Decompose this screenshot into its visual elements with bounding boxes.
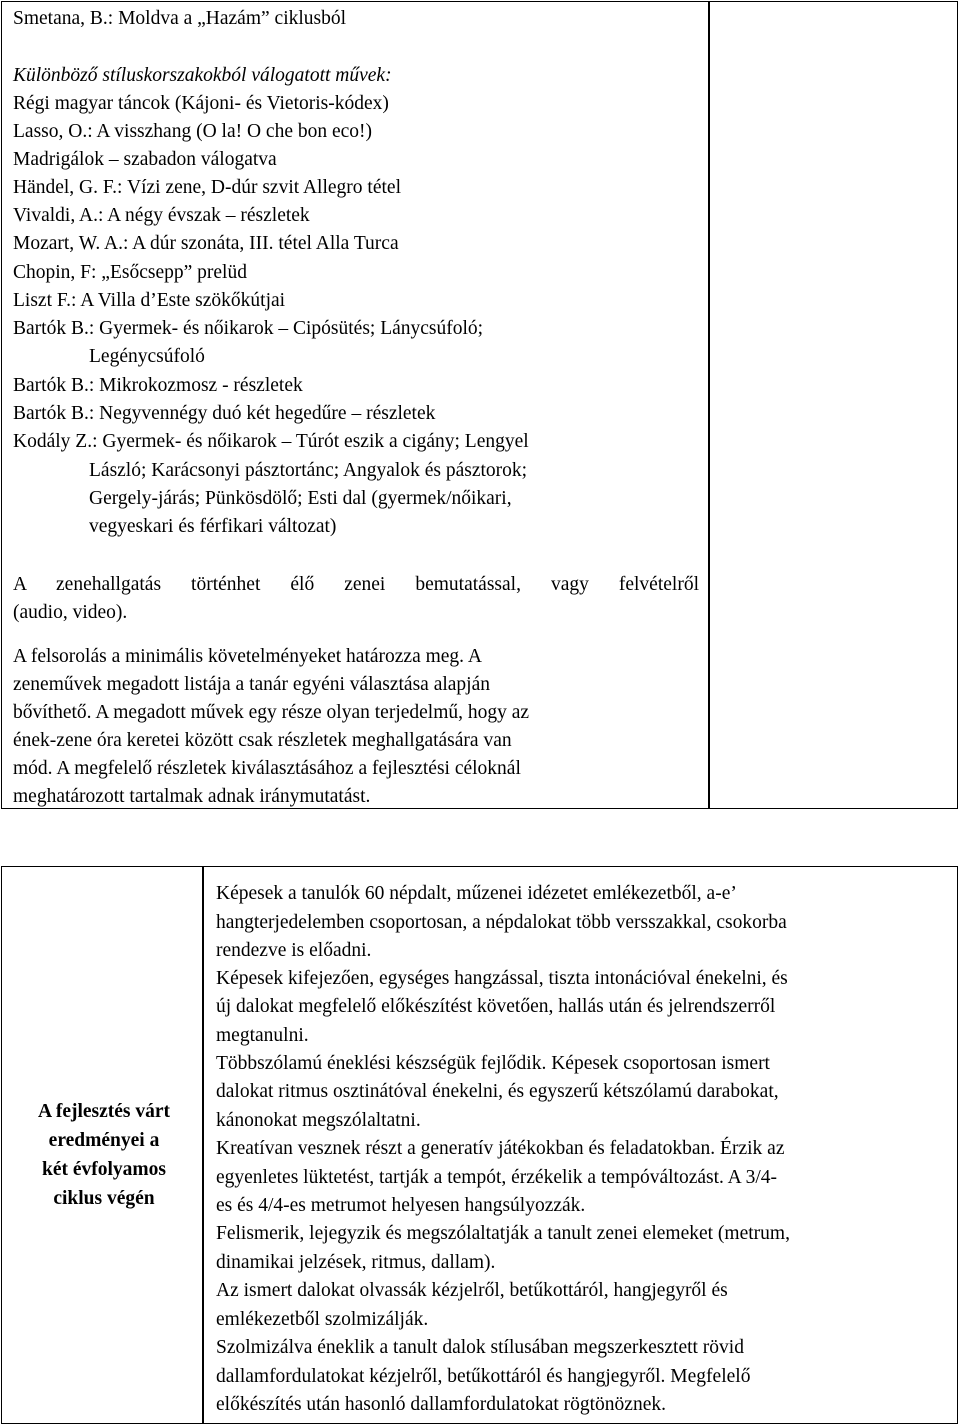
column-divider bbox=[202, 867, 204, 1423]
repertoire-item: Chopin, F: „Esőcsepp” prelüd bbox=[13, 262, 247, 283]
outcome-line: es és 4/4-es metrumot helyesen hangsúlyozzák. bbox=[216, 1195, 586, 1216]
outcome-line: Felismerik, lejegyzik és megszólaltatják a tanult zenei elemeket (metrum, bbox=[216, 1223, 790, 1244]
outcome-line: emlékezetből szolmizálják. bbox=[216, 1309, 429, 1330]
repertoire-heading: Különböző stíluskorszakokból válogatott művek: bbox=[13, 65, 392, 86]
note-line: A zenehallgatás történhet élő zenei bemutatással, vagy felvételről bbox=[13, 574, 699, 595]
repertoire-table bbox=[1, 1, 958, 809]
repertoire-item: Bartók B.: Mikrokozmosz - részletek bbox=[13, 375, 303, 396]
note-line: A felsorolás a minimális követelményeket határozza meg. A bbox=[13, 646, 482, 667]
outcomes-label-line: A fejlesztés várt bbox=[37, 1101, 171, 1122]
outcomes-label-line: eredményei a bbox=[48, 1130, 160, 1151]
outcome-line: dinamikai jelzések, ritmus, dallam). bbox=[216, 1252, 496, 1273]
note-line: (audio, video). bbox=[13, 602, 128, 623]
repertoire-item: Bartók B.: Gyermek- és nőikarok – Cipósütés; Lánycsúfoló; bbox=[13, 318, 484, 339]
outcomes-table bbox=[1, 866, 958, 1424]
repertoire-item: Legénycsúfoló bbox=[89, 346, 205, 367]
repertoire-item: Régi magyar táncok (Kájoni- és Vietoris-kódex) bbox=[13, 93, 389, 114]
outcomes-label-line: ciklus végén bbox=[53, 1188, 155, 1209]
outcome-line: hangterjedelemben csoportosan, a népdalokat több versszakkal, csokorba bbox=[216, 912, 787, 933]
outcome-line: Kreatívan vesznek részt a generatív játékokban és feladatokban. Érzik az bbox=[216, 1138, 785, 1159]
repertoire-item: vegyeskari és férfikari változat) bbox=[89, 516, 337, 537]
outcome-line: dalokat ritmus osztinátóval énekelni, és egyszerű kétszólamú darabokat, bbox=[216, 1081, 779, 1102]
outcomes-label-line: két évfolyamos bbox=[41, 1159, 167, 1180]
repertoire-item: Gergely-járás; Pünkösdölő; Esti dal (gyermek/nőikari, bbox=[89, 488, 512, 509]
note-line: mód. A megfelelő részletek kiválasztásához a fejlesztési céloknál bbox=[13, 758, 521, 779]
outcome-line: megtanulni. bbox=[216, 1025, 309, 1046]
outcome-line: előkészítés után hasonló dallamfordulatokat rögtönöznek. bbox=[216, 1394, 666, 1415]
outcome-line: Képesek kifejezően, egységes hangzással, tiszta intonációval énekelni, és bbox=[216, 968, 788, 989]
outcome-line: Szolmizálva éneklik a tanult dalok stílusában megszerkesztett rövid bbox=[216, 1337, 744, 1358]
note-line: meghatározott tartalmak adnak iránymutatást. bbox=[13, 786, 371, 807]
note-line: bővíthető. A megadott művek egy része olyan terjedelmű, hogy az bbox=[13, 702, 530, 723]
repertoire-item: Lasso, O.: A visszhang (O la! O che bon eco!) bbox=[13, 121, 373, 142]
repertoire-item: Vivaldi, A.: A négy évszak – részletek bbox=[13, 205, 310, 226]
outcome-line: Többszólamú éneklési készségük fejlődik. Képesek csoportosan ismert bbox=[216, 1053, 770, 1074]
outcome-line: dallamfordulatokat kézjelről, betűkottáról és hangjegyről. Megfelelő bbox=[216, 1366, 751, 1387]
outcome-line: kánonokat megszólaltatni. bbox=[216, 1110, 421, 1131]
repertoire-item: Madrigálok – szabadon válogatva bbox=[13, 149, 277, 170]
outcome-line: egyenletes lüktetést, tartják a tempót, érzékelik a tempóváltozást. A 3/4- bbox=[216, 1167, 777, 1188]
outcome-line: rendezve is előadni. bbox=[216, 940, 372, 961]
repertoire-item: Mozart, W. A.: A dúr szonáta, III. tétel Alla Turca bbox=[13, 233, 399, 254]
outcome-line: Az ismert dalokat olvassák kézjelről, betűkottáról, hangjegyről és bbox=[216, 1280, 728, 1301]
smetana-line: Smetana, B.: Moldva a „Hazám” ciklusból bbox=[13, 8, 347, 29]
outcome-line: új dalokat megfelelő előkészítést követően, hallás után és jelrendszerről bbox=[216, 996, 776, 1017]
outcome-line: Képesek a tanulók 60 népdalt, műzenei idézetet emlékezetből, a-e’ bbox=[216, 883, 737, 904]
repertoire-item: László; Karácsonyi pásztortánc; Angyalok és pásztorok; bbox=[89, 460, 528, 481]
column-divider bbox=[708, 2, 710, 808]
repertoire-item: Bartók B.: Negyvennégy duó két hegedűre – részletek bbox=[13, 403, 436, 424]
note-line: zeneművek megadott listája a tanár egyéni választása alapján bbox=[13, 674, 490, 695]
repertoire-item: Händel, G. F.: Vízi zene, D-dúr szvit Allegro tétel bbox=[13, 177, 401, 198]
repertoire-item: Liszt F.: A Villa d’Este szökőkútjai bbox=[13, 290, 286, 311]
note-line: ének-zene óra keretei között csak részletek meghallgatására van bbox=[13, 730, 512, 751]
repertoire-item: Kodály Z.: Gyermek- és nőikarok – Túrót eszik a cigány; Lengyel bbox=[13, 431, 529, 452]
